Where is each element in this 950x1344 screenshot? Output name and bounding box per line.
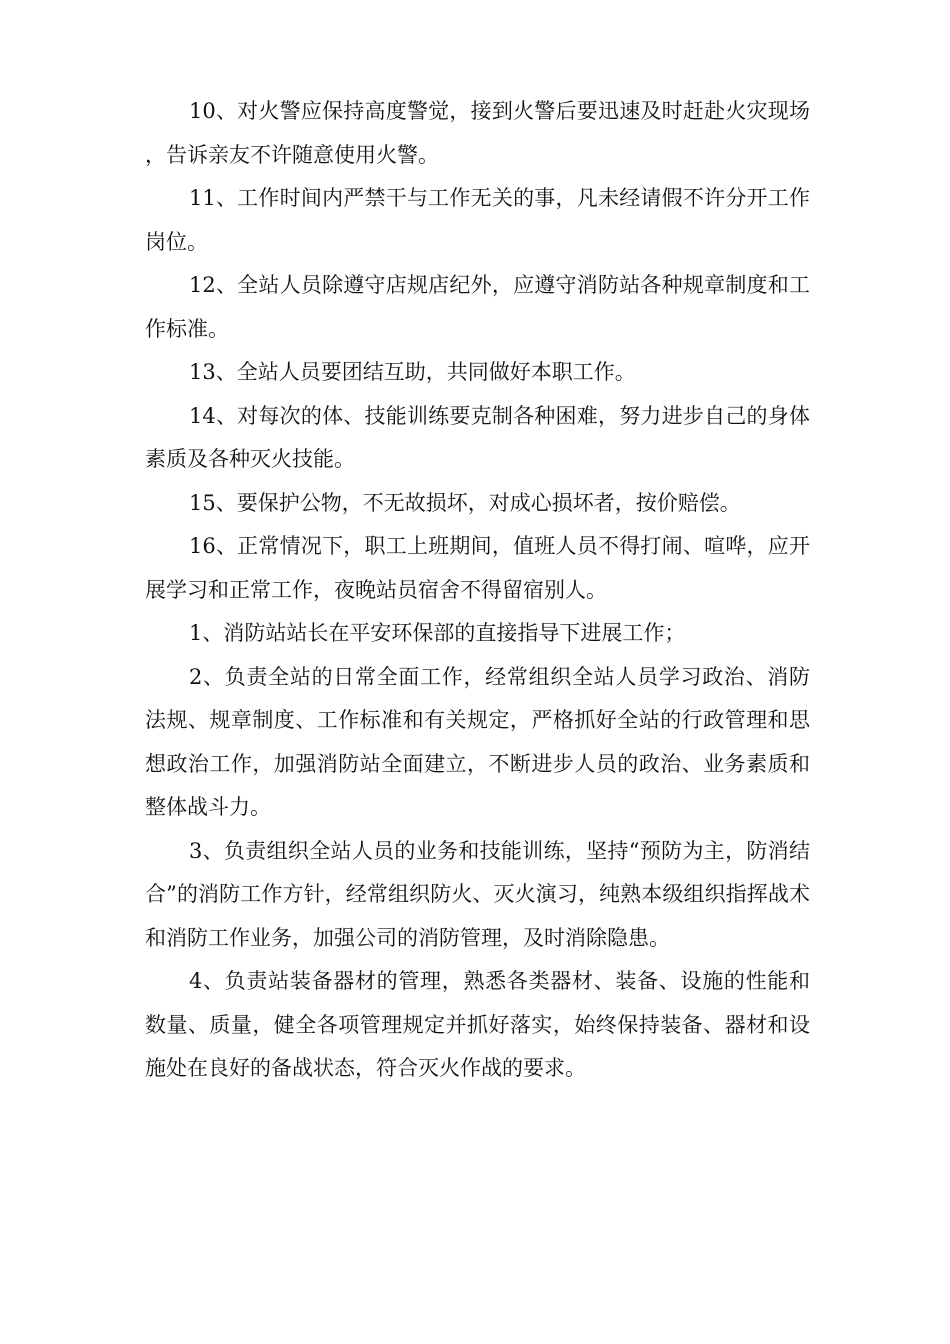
paragraph-item-11: 11、工作时间内严禁干与工作无关的事，凡未经请假不许分开工作岗位。 bbox=[145, 186, 810, 254]
paragraph-item-13: 13、全站人员要团结互助，共同做好本职工作。 bbox=[189, 360, 636, 384]
paragraph-item-12: 12、全站人员除遵守店规店纪外，应遵守消防站各种规章制度和工作标准。 bbox=[145, 273, 810, 341]
paragraph-item-15: 15、要保护公物，不无故损坏，对成心损坏者，按价赔偿。 bbox=[189, 490, 741, 515]
paragraph-duty-3: 3、负责组织全站人员的业务和技能训练，坚持“预防为主，防消结合”的消防工作方针，经常组织防火、灭火演习，纯熟本级组织指挥战术和消防工作业务，加强公司的消防管理，及时消除隐患。 bbox=[145, 838, 810, 950]
paragraph-item-16: 16、正常情况下，职工上班期间，值班人员不得打闹、喧哗，应开展学习和正常工作，夜晚站员宿舍不得留宿别人。 bbox=[145, 534, 810, 602]
paragraph-duty-2: 2、负责全站的日常全面工作，经常组织全站人员学习政治、消防法规、规章制度、工作标准和有关规定，严格抓好全站的行政管理和思想政治工作，加强消防站全面建立，不断进步人员的政治、业务素质和整体战斗力。 bbox=[145, 664, 810, 819]
paragraph-duty-1: 1、消防站站长在平安环保部的直接指导下进展工作； bbox=[189, 621, 686, 645]
paragraph-duty-4: 4、负责站装备器材的管理，熟悉各类器材、装备、设施的性能和数量、质量，健全各项管理规定并抓好落实，始终保持装备、器材和设施处在良好的备战状态，符合灭火作战的要求。 bbox=[145, 969, 810, 1080]
document-body bbox=[145, 90, 810, 1091]
paragraph-item-14: 14、对每次的体、技能训练要克制各种困难，努力进步自己的身体素质及各种灭火技能。 bbox=[145, 403, 810, 471]
paragraph-item-10: 10、对火警应保持高度警觉，接到火警后要迅速及时赶赴火灾现场，告诉亲友不许随意使用火警。 bbox=[145, 99, 810, 167]
